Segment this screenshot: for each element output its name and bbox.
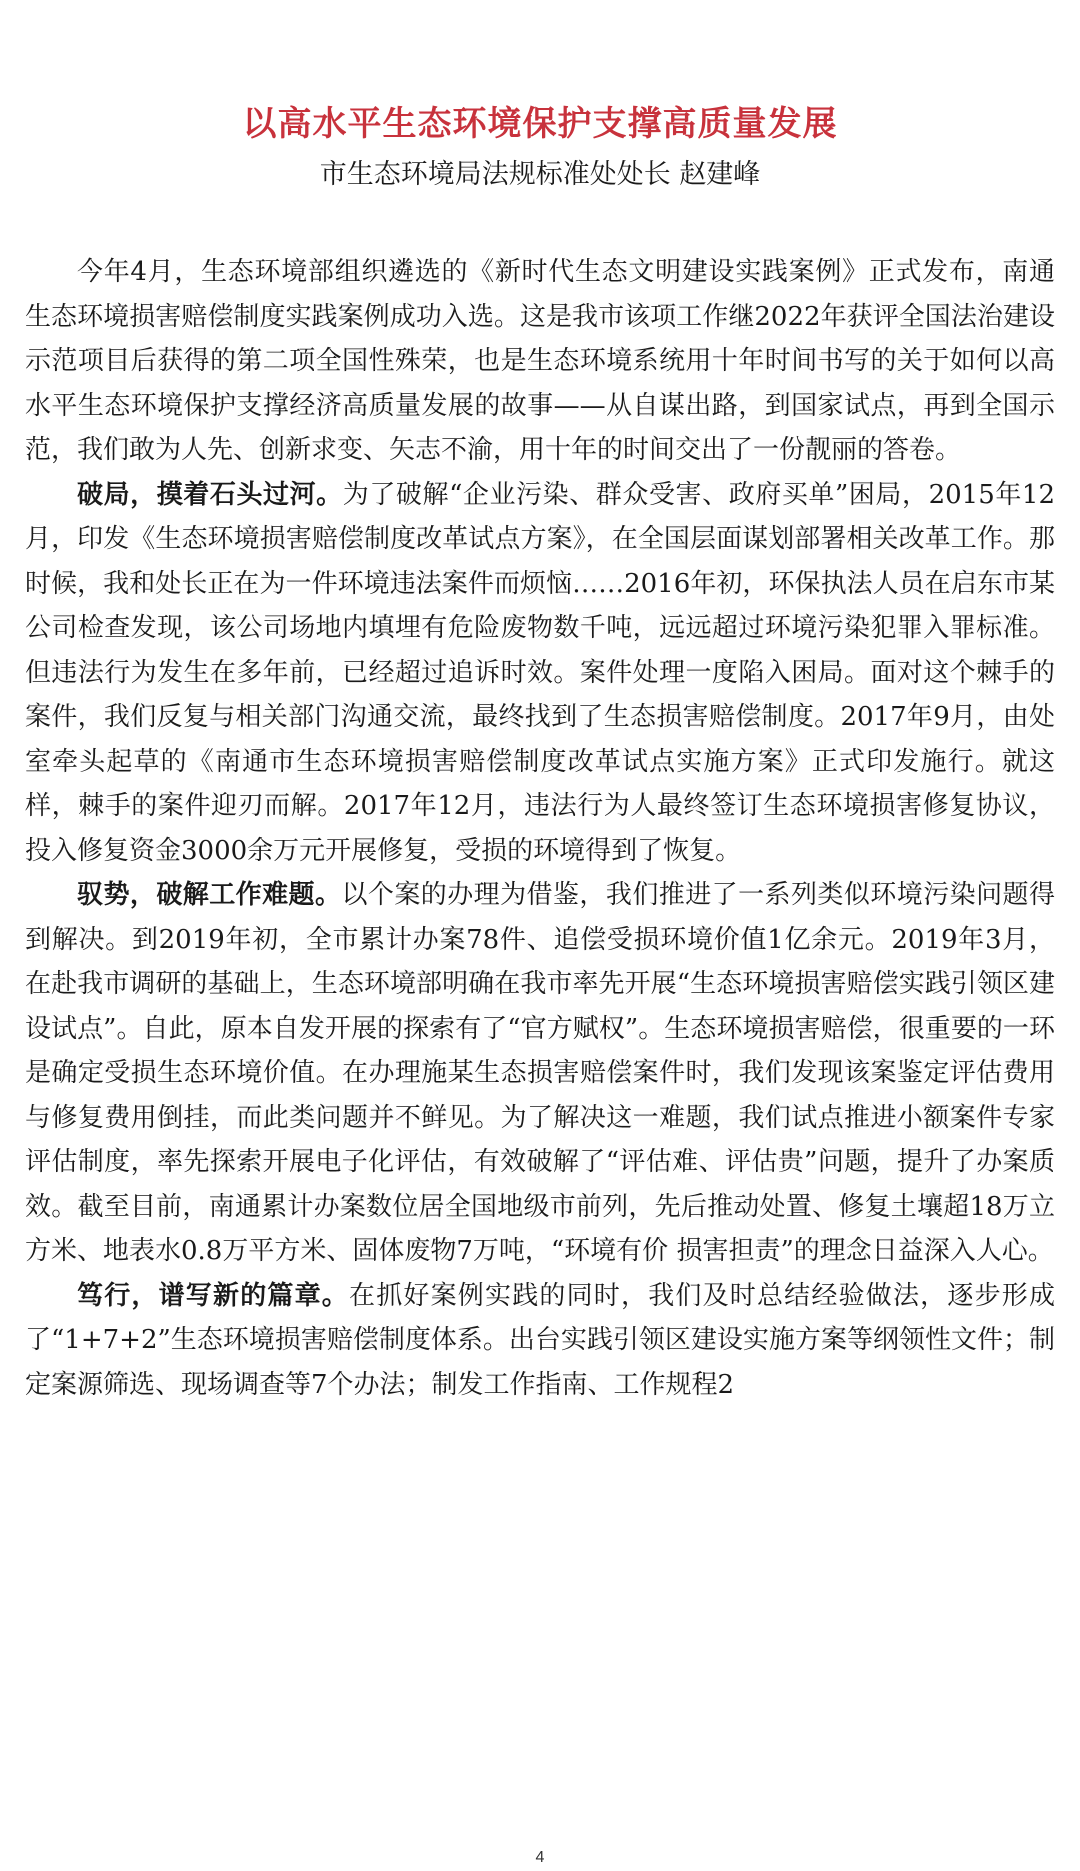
paragraph-text: 在抓好案例实践的同时，我们及时总结经验做法，逐步形成了“1+7+2”生态环境损害赔偿制度体系。出台实践引领区建设实施方案等纲领性文件；制定案源筛选、现场调查等7个办法；制发工作指南、工作规程2 [25,1280,1055,1400]
page-number: 4 [535,1849,545,1866]
paragraph-momentum [25,873,1055,1274]
paragraph-practice [25,1274,1055,1408]
paragraph-breakthrough [25,473,1055,874]
paragraph-text: 以个案的办理为借鉴，我们推进了一系列类似环境污染问题得到解决。到2019年初，全市累计办案78件、追偿受损环境价值1亿余元。2019年3月，在赴我市调研的基础上，生态环境部明确在我市率先开展“生态环境损害赔偿实践引领区建设试点”。自此，原本自发开展的探索有了“官方赋权”。生态环境损害赔偿，很重要的一环是确定受损生态环境价值。在办理施某生态损害赔偿案件时，我们发现该案鉴定评估费用与修复费用倒挂，而此类问题并不鲜见。为了解决这一难题，我们试点推进小额案件专家评估制度，率先探索开展电子化评估，有效破解了“评估难、评估贵”问题，提升了办案质效。截至目前，南通累计办案数位居全国地级市前列，先后推动处置、修复土壤超18万立方米、地表水0.8万平方米、固体废物7万吨，“环境有价 损害担责”的理念日益深入人心。 [25,880,1055,1266]
author-line: 市生态环境局法规标准处处长 赵建峰 [319,159,761,190]
article-body [25,250,1055,1407]
paragraph-text: 今年4月，生态环境部组织遴选的《新时代生态文明建设实践案例》正式发布，南通生态环境损害赔偿制度实践案例成功入选。这是我市该项工作继2022年获评全国法治建设示范项目后获得的第二项全国性殊荣，也是生态环境系统用十年时间书写的关于如何以高水平生态环境保护支撑经济高质量发展的故事——从自谋出路，到国家试点，再到全国示范，我们敢为人先、创新求变、矢志不渝，用十年的时间交出了一份靓丽的答卷。 [25,257,1055,465]
paragraph-lead: 破局，摸着石头过河。 [77,479,343,510]
paragraph-lead: 笃行，谱写新的篇章。 [77,1280,349,1311]
paragraph-text: 为了破解“企业污染、群众受害、政府买单”困局，2015年12月，印发《生态环境损害赔偿制度改革试点方案》，在全国层面谋划部署相关改革工作。那时候，我和处长正在为一件环境违法案件而烦恼……2016年初，环保执法人员在启东市某公司检查发现，该公司场地内填埋有危险废物数千吨，远远超过环境污染犯罪入罪标准。但违法行为发生在多年前，已经超过追诉时效。案件处理一度陷入困局。面对这个棘手的案件，我们反复与相关部门沟通交流，最终找到了生态损害赔偿制度。2017年9月，由处室牵头起草的《南通市生态环境损害赔偿制度改革试点实施方案》正式印发施行。就这样，棘手的案件迎刃而解。2017年12月，违法行为人最终签订生态环境损害修复协议，投入修复资金3000余万元开展修复，受损的环境得到了恢复。 [25,479,1055,866]
paragraph-lead: 驭势，破解工作难题。 [77,880,342,910]
paragraph-intro [25,250,1055,473]
document-title: 以高水平生态环境保护支撑高质量发展 [242,104,838,144]
